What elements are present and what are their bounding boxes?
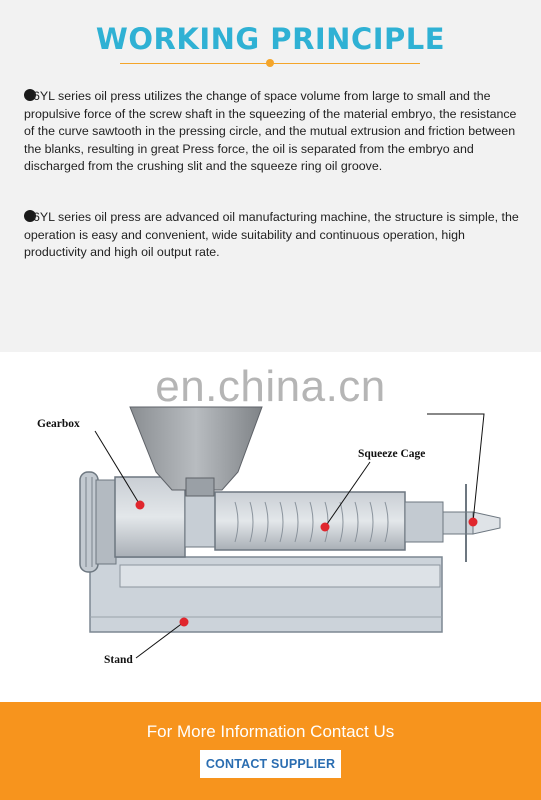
principle-paragraph bbox=[24, 88, 524, 176]
features-paragraph bbox=[24, 209, 524, 262]
contact-supplier-button[interactable]: CONTACT SUPPLIER bbox=[200, 750, 341, 778]
stand-label: Stand bbox=[104, 654, 133, 666]
gearbox-label: Gearbox bbox=[37, 418, 80, 430]
contact-prompt: For More Information Contact Us bbox=[146, 722, 395, 741]
gearbox-marker bbox=[136, 501, 145, 510]
contact-banner bbox=[0, 702, 541, 800]
title-divider-dot bbox=[266, 59, 274, 67]
watermark: en.china.cn bbox=[155, 362, 386, 411]
paragraph-text: 6YL series oil press are advanced oil manufacturing machine, the structure is simple, the operation is easy and convenient, wide suitability and continuous operation, high productivity and high oil output rate. bbox=[24, 210, 519, 260]
working-principle-section bbox=[0, 0, 541, 352]
paragraph-text: 6YL series oil press utilizes the change of space volume from large to small and the propulsive force of the screw shaft in the squeezing of the material embryo, the resistance of the curve sawtooth in the pressing circle, and the mutual extrusion and friction between the blanks, resulting in great Press force, the oil is separated from the embryo and discharged from the crushing slit and the squeeze ring oil groove. bbox=[24, 89, 517, 174]
adjuster-marker bbox=[469, 518, 478, 527]
stand-marker bbox=[180, 618, 189, 627]
squeeze-cage-marker bbox=[321, 523, 330, 532]
page-title: WORKING PRINCIPLE bbox=[95, 22, 446, 56]
squeeze-cage-label: Squeeze Cage bbox=[358, 448, 426, 460]
oil-press-diagram bbox=[0, 352, 541, 702]
